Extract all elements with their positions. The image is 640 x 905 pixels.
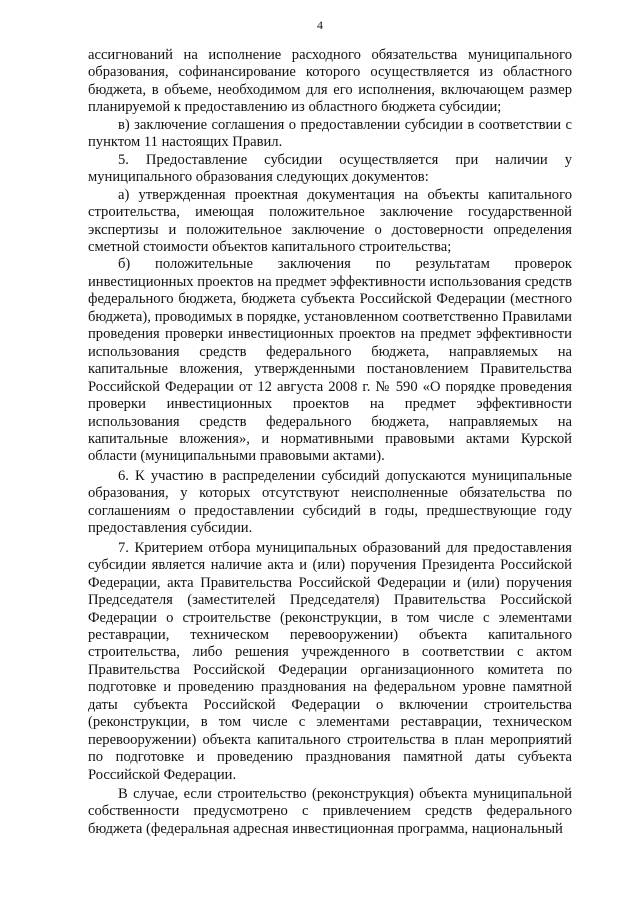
paragraph-federal-budget-case: В случае, если строительство (реконструкция) объекта муниципальной собственности предусмотрено с привлечением средств федерального бюджета (федеральная адресная инвестиционная программа, национальный <box>88 786 572 837</box>
paragraph-assignations: ассигнований на исполнение расходного обязательства муниципального образования, софинансирование которого осуществляется из областного бюджета, в объеме, необходимом для его исполнения, включающем размер планируемой к предоставлению из областного бюджета субсидии; <box>88 47 572 116</box>
paragraph-item-v: в) заключение соглашения о предоставлении субсидии в соответствии с пунктом 11 настоящих Правил. <box>88 116 572 151</box>
page-number: 4 <box>317 18 323 32</box>
paragraph-item-b: б) положительные заключения по результатам проверок инвестиционных проектов на предмет эффективности использования средств федерального бюджета, бюджета субъекта Российской Федерации (местного бюджета), проводимых в порядке, установленном соответственно Правилами проведения проверки инвестиционных проектов на предмет эффективности использования средств федерального бюджета, направляемых на капитальные вложения, утвержденными постановлением Правительства Российской Федерации от 12 августа 2008 г. № 590 «О порядке проведения проверки инвестиционных проектов на предмет эффективности использования средств федерального бюджета, направляемых на капитальные вложения», и нормативными правовыми актами Курской области (муниципальными правовыми актами). <box>88 256 572 465</box>
document-body <box>88 47 572 838</box>
paragraph-clause-7: 7. Критерием отбора муниципальных образований для предоставления субсидии является наличие акта и (или) поручения Президента Российской Федерации, акта Правительства Российской Федерации и (или) поручения Председателя (заместителей Председателя) Правительства Российской Федерации о строительстве (реконструкции, в том числе с элементами реставрации, техническом перевооружении) объекта капитального строительства, либо решения учрежденного в соответствии с актом Правительства Российской Федерации организационного комитета по подготовке и проведению празднования на федеральном уровне памятной даты субъекта Российской Федерации о включении строительства (реконструкции, в том числе с элементами реставрации, техническом перевооружении) объекта капитального строительства в план мероприятий по подготовке и проведению празднования памятной даты субъекта Российской Федерации. <box>88 539 572 783</box>
paragraph-clause-5: 5. Предоставление субсидии осуществляется при наличии у муниципального образования следующих документов: <box>88 151 572 186</box>
paragraph-item-a: а) утвержденная проектная документация на объекты капитального строительства, имеющая положительное заключение государственной экспертизы и положительное заключение о достоверности определения сметной стоимости объектов капитального строительства; <box>88 186 572 255</box>
paragraph-clause-6: 6. К участию в распределении субсидий допускаются муниципальные образования, у которых отсутствуют неисполненные обязательства по соглашениям о предоставлении субсидий в годы, предшествующие году предоставления субсидии. <box>88 467 572 537</box>
